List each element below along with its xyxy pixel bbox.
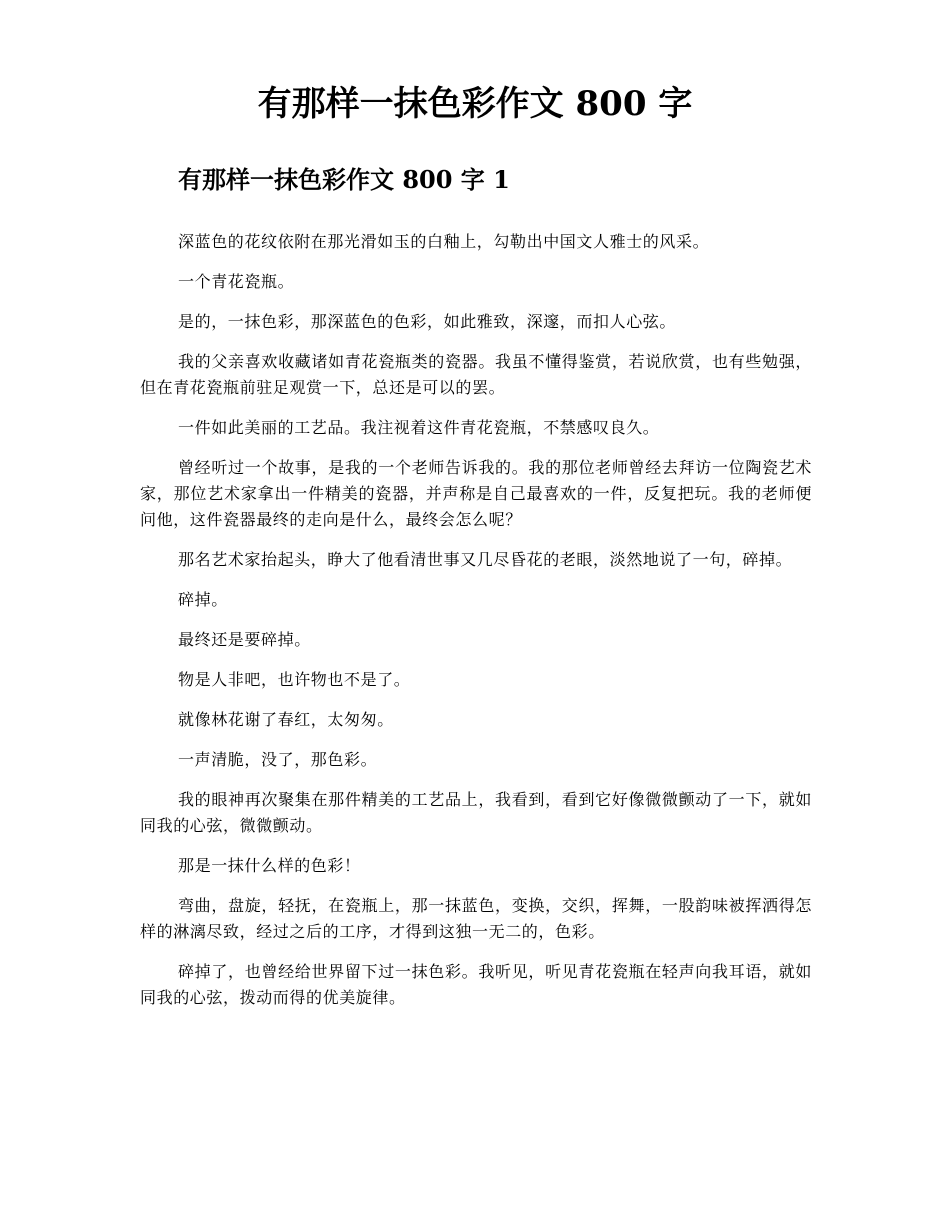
paragraph: 曾经听过一个故事，是我的一个老师告诉我的。我的那位老师曾经去拜访一位陶瓷艺术家，那位艺术家拿出一件精美的瓷器，并声称是自己最喜欢的一件，反复把玩。我的老师便问他，这件瓷器最终的走向是什么，最终会怎么呢？	[140, 458, 812, 529]
paragraph: 碎掉了，也曾经给世界留下过一抹色彩。我听见，听见青花瓷瓶在轻声向我耳语，就如同我的心弦，拨动而得的优美旋律。	[140, 962, 812, 1007]
paragraph: 一个青花瓷瓶。	[178, 272, 295, 291]
paragraph: 那是一抹什么样的色彩！	[178, 856, 361, 875]
paragraph: 弯曲，盘旋，轻抚，在瓷瓶上，那一抹蓝色，变换，交织，挥舞，一股韵味被挥洒得怎样的淋漓尽致，经过之后的工序，才得到这独一无二的，色彩。	[140, 896, 812, 941]
paragraph: 那名艺术家抬起头，睁大了他看清世事又几尽昏花的老眼，淡然地说了一句，碎掉。	[178, 550, 793, 569]
paragraph: 物是人非吧，也许物也不是了。	[178, 670, 411, 689]
paragraph: 我的眼神再次聚集在那件精美的工艺品上，我看到，看到它好像微微颤动了一下，就如同我的心弦，微微颤动。	[140, 790, 812, 835]
article-body	[140, 229, 812, 1025]
section-title: 有那样一抹色彩作文 800 字 1	[178, 165, 510, 194]
paragraph: 是的，一抹色彩，那深蓝色的色彩，如此雅致，深邃，而扣人心弦。	[178, 312, 677, 331]
paragraph: 深蓝色的花纹依附在那光滑如玉的白釉上，勾勒出中国文人雅士的风采。	[178, 232, 710, 251]
paragraph: 最终还是要碎掉。	[178, 630, 311, 649]
paragraph: 一声清脆，没了，那色彩。	[178, 750, 378, 769]
document-title: 有那样一抹色彩作文 800 字	[257, 84, 693, 124]
paragraph: 碎掉。	[178, 590, 228, 609]
paragraph: 一件如此美丽的工艺品。我注视着这件青花瓷瓶，不禁感叹良久。	[178, 418, 660, 437]
paragraph: 就像林花谢了春红，太匆匆。	[178, 710, 394, 729]
paragraph: 我的父亲喜欢收藏诸如青花瓷瓶类的瓷器。我虽不懂得鉴赏，若说欣赏，也有些勉强，但在青花瓷瓶前驻足观赏一下，总还是可以的罢。	[140, 352, 812, 397]
